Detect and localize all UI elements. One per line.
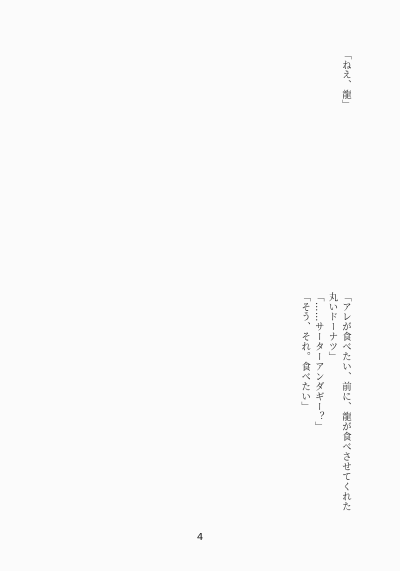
paragraph: 「……サーターアンダギー？」 <box>312 292 324 432</box>
top-text-block <box>52 50 352 278</box>
page-number: 4 <box>196 532 204 543</box>
paragraph: 「アレが食べたい、前に、龍が食べさせてくれた丸いドーナツ」 <box>326 292 351 512</box>
paragraph: 「ねえ、龍」 <box>340 50 351 110</box>
paragraph: 「そう、それ。食べたい」 <box>299 292 311 412</box>
bottom-text-block <box>52 292 352 514</box>
